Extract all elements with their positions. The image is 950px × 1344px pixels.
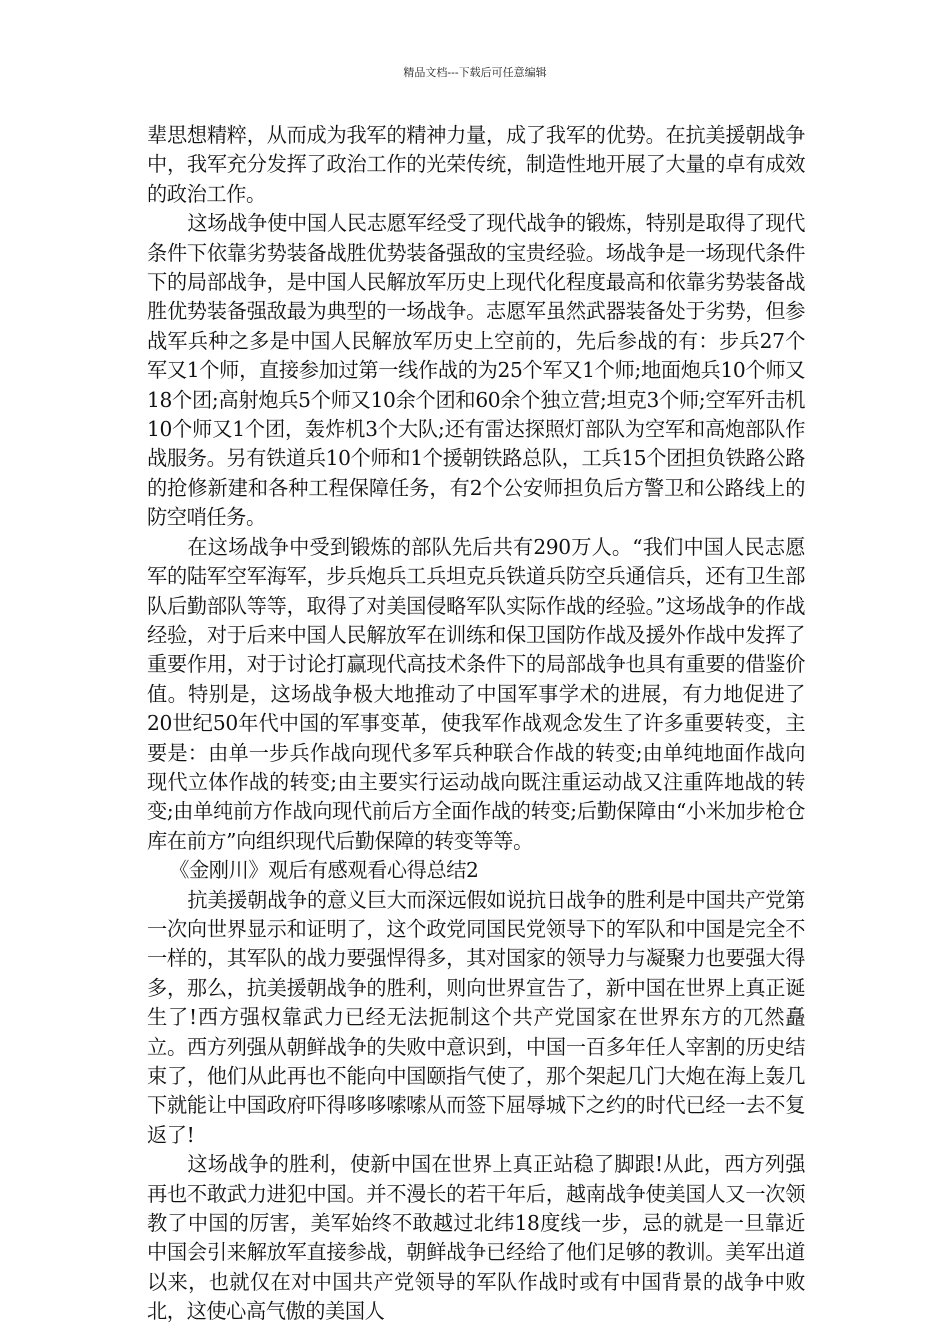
- document-body: [147, 121, 805, 1327]
- section-heading: 《金刚川》观后有感观看心得总结2: [169, 858, 479, 883]
- page-header: 精品文档---下载后可任意编辑: [403, 66, 547, 79]
- paragraph-victory: 这场战争的胜利，使新中国在世界上真正站稳了脚跟!从此，西方列强再也不敢武力进犯中国。并不漫长的若干年后，越南战争使美国人又一次领教了中国的厉害，美军始终不敢越过北纬18度线一步，忌的就是一旦靠近中国会引来解放军直接参战，朝鲜战争已经给了他们足够的教训。美军出道以来，也就仅在对中国共产党领导的军队作战时或有中国背景的战争中败北，这使心高气傲的美国人: [147, 1152, 805, 1324]
- paragraph-combat-experience: 在这场战争中受到锻炼的部队先后共有290万人。“我们中国人民志愿军的陆军空军海军，步兵炮兵工兵坦克兵铁道兵防空兵通信兵，还有卫生部队后勤部队等等，取得了对美国侵略军队实际作战的经验。”这场战争的作战经验，对于后来中国人民解放军在训练和保卫国防作战及援外作战中发挥了重要作用，对于讨论打赢现代高技术条件下的局部战争也具有重要的借鉴价值。特别是，这场战争极大地推动了中国军事学术的进展，有力地促进了20世纪50年代中国的军事变革，使我军作战观念发生了许多重要转变，主要是：由单一步兵作战向现代多军兵种联合作战的转变;由单纯地面作战向现代立体作战的转变;由主要实行运动战向既注重运动战又注重阵地战的转变;由单纯前方作战向现代前后方全面作战的转变;后勤保障由“小米加步枪仓库在前方”向组织现代后勤保障的转变等等。: [147, 534, 805, 853]
- paragraph-significance: 抗美援朝战争的意义巨大而深远假如说抗日战争的胜利是中国共产党第一次向世界显示和证明了，这个政党同国民党领导下的军队和中国是完全不一样的，其军队的战力要强悍得多，其对国家的领导力与凝聚力也要强大得多，那么，抗美援朝战争的胜利，则向世界宣告了，新中国在世界上真正诞生了!西方强权靠武力已经无法扼制这个共产党国家在世界东方的兀然矗立。西方列强从朝鲜战争的失败中意识到，中国一百多年任人宰割的历史结束了，他们从此再也不能向中国颐指气使了，那个架起几门大炮在海上轰几下就能让中国政府吓得哆哆嗦嗦从而签下屈辱城下之约的时代已经一去不复返了!: [147, 887, 805, 1147]
- paragraph-modern-warfare: 这场战争使中国人民志愿军经受了现代战争的锻炼，特别是取得了现代条件下依靠劣势装备战胜优势装备强敌的宝贵经验。场战争是一场现代条件下的局部战争，是中国人民解放军历史上现代化程度最高和依靠劣势装备战胜优势装备强敌最为典型的一场战争。志愿军虽然武器装备处于劣势，但参战军兵种之多是中国人民解放军历史上空前的，先后参战的有：步兵27个军又1个师，直接参加过第一线作战的为25个军又1个师;地面炮兵10个师又18个团;高射炮兵5个师又10余个团和60余个独立营;坦克3个师;空军歼击机10个师又1个团，轰炸机3个大队;还有雷达探照灯部队为空军和高炮部队作战服务。另有铁道兵10个师和1个援朝铁路总队，工兵15个团担负铁路公路的抢修新建和各种工程保障任务，有2个公安师担负后方警卫和公路线上的防空哨任务。: [147, 211, 805, 530]
- paragraph-continuation: 辈思想精粹，从而成为我军的精神力量，成了我军的优势。在抗美援朝战争中，我军充分发挥了政治工作的光荣传统，制造性地开展了大量的卓有成效的政治工作。: [147, 123, 805, 206]
